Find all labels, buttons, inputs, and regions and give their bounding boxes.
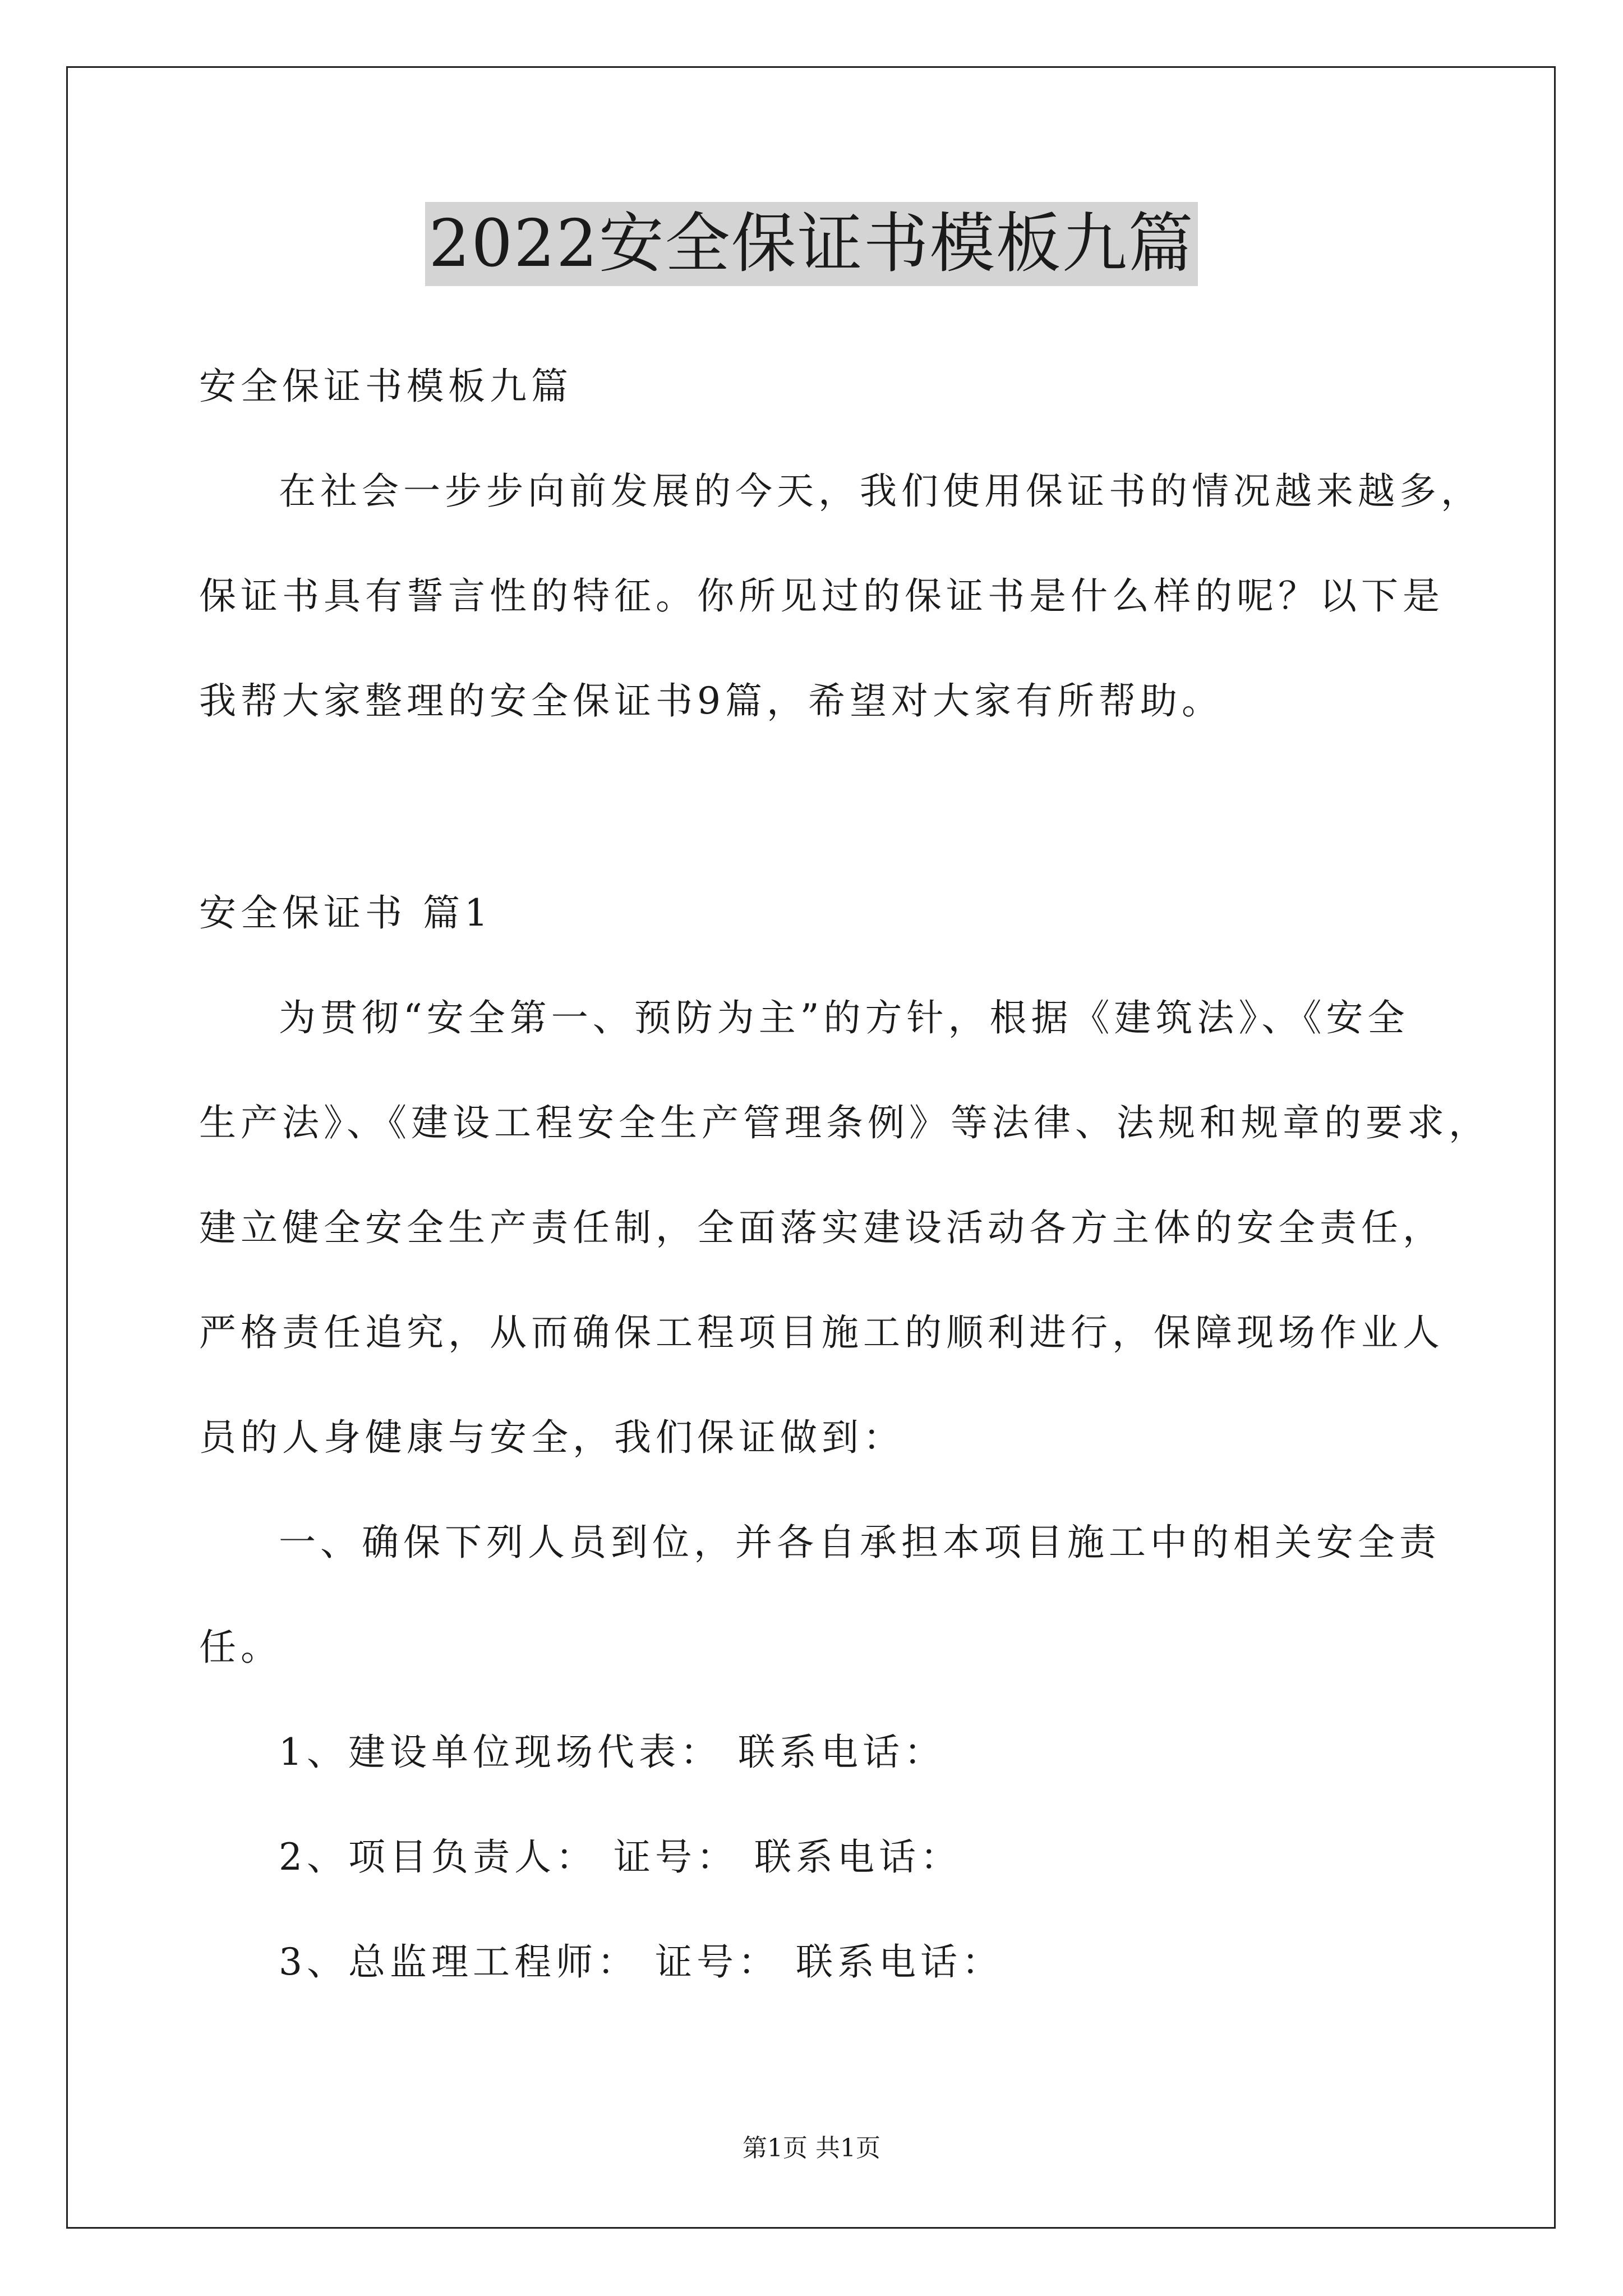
paragraph-line: 生产法》、《建设工程安全生产管理条例》等法律、法规和规章的要求，: [199, 1101, 1490, 1144]
document-title: 2022安全保证书模板九篇: [425, 202, 1197, 286]
paragraph-line: 我帮大家整理的安全保证书9篇，希望对大家有所帮助。: [199, 679, 1223, 723]
paragraph-line: 保证书具有誓言性的特征。你所见过的保证书是什么样的呢？以下是: [199, 574, 1444, 618]
subtitle-line: 安全保证书模板九篇: [199, 365, 573, 408]
paragraph-line: 任。: [199, 1626, 282, 1669]
list-item: 2、项目负责人： 证号： 联系电话：: [279, 1835, 962, 1879]
section-heading: 安全保证书 篇1: [199, 891, 492, 935]
paragraph-line: 一、确保下列人员到位，并各自承担本项目施工中的相关安全责: [279, 1521, 1441, 1564]
paragraph-line: 为贯彻“安全第一、预防为主”的方针，根据《建筑法》、《安全: [279, 996, 1409, 1039]
document-body: [199, 314, 1490, 1987]
title-container: [0, 202, 1623, 286]
paragraph-line: 在社会一步步向前发展的今天，我们使用保证书的情况越来越多，: [279, 470, 1482, 513]
list-item: 3、总监理工程师： 证号： 联系电话：: [279, 1940, 1003, 1984]
page-footer: 第1页 共1页: [743, 2134, 880, 2162]
paragraph-line: 员的人身健康与安全，我们保证做到：: [199, 1416, 905, 1459]
list-item: 1、建设单位现场代表： 联系电话：: [279, 1731, 946, 1774]
paragraph-line: 建立健全安全生产责任制，全面落实建设活动各方主体的安全责任，: [199, 1206, 1444, 1249]
paragraph-line: 严格责任追究，从而确保工程项目施工的顺利进行，保障现场作业人: [199, 1311, 1444, 1354]
